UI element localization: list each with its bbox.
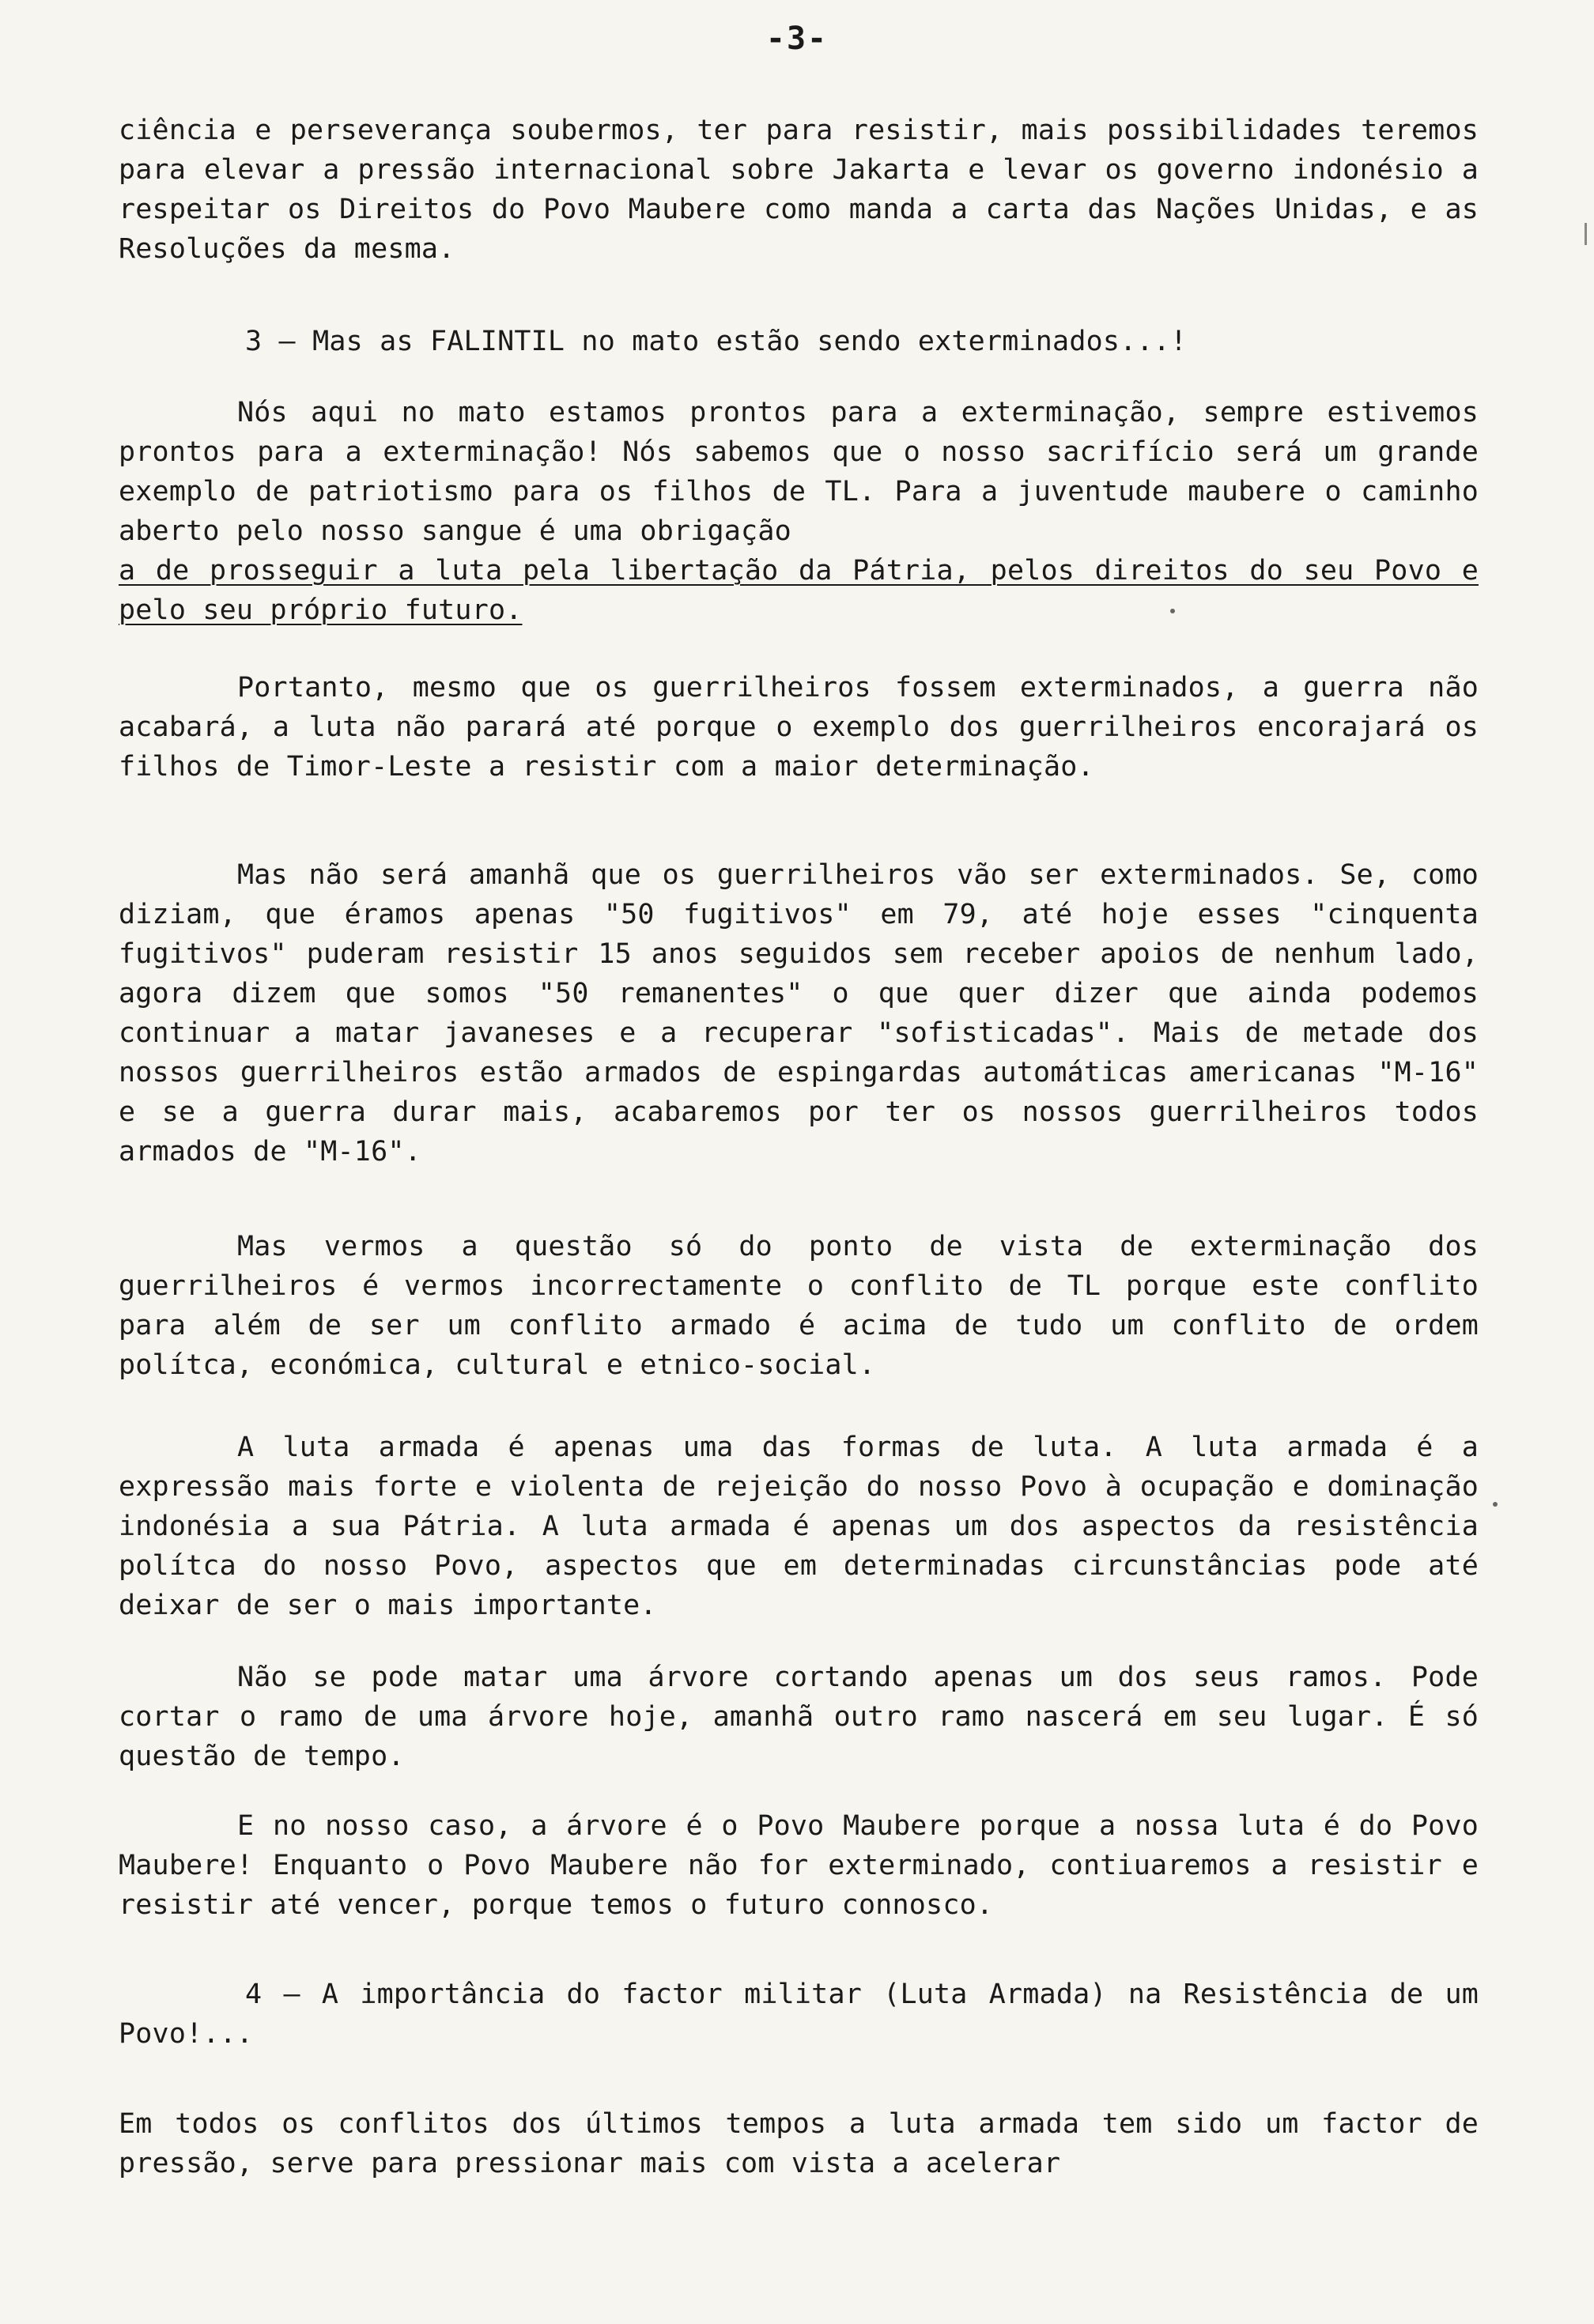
scan-speck xyxy=(1170,609,1175,613)
paragraph-text: E no nosso caso, a árvore é o Povo Maubere porque a nossa luta é do Povo Maubere! Enquanto o Povo Maubere não for exterminado, contiuaremos a resistir e resistir até vencer, porque temos o futuro connosco. xyxy=(119,1810,1479,1921)
heading-text: 3 – Mas as FALINTIL no mato estão sendo exterminados...! xyxy=(245,326,1188,357)
paragraph-arvore xyxy=(119,1658,1479,1776)
paragraph-text: A luta armada é apenas uma das formas de luta. A luta armada é a expressão mais forte e violenta de rejeição do nosso Povo à ocupação e dominação indonésia a sua Pátria. A luta armada é apenas um dos aspectos da resistência polítca do nosso Povo, aspectos que em determinadas circunstâncias pode até deixar de ser o mais importante. xyxy=(119,1432,1479,1621)
paragraph-continuation xyxy=(119,111,1479,269)
paragraph-mas-nao-sera xyxy=(119,855,1479,1171)
section-heading-4 xyxy=(119,1975,1479,2054)
underlined-passage: a de prosseguir a luta pela libertação da Pátria, pelos direitos do seu Povo e pelo seu próprio futuro. xyxy=(119,555,1479,626)
margin-mark xyxy=(1585,223,1587,245)
paragraph-povo-maubere xyxy=(119,1806,1479,1925)
page-number: -3- xyxy=(765,21,829,57)
paragraph-conflitos xyxy=(119,2104,1479,2183)
paragraph-text: Mas não será amanhã que os guerrilheiros vão ser exterminados. Se, como diziam, que éramos apenas "50 fugitivos" em 79, até hoje esses "cinquenta fugitivos" puderam resistir 15 anos seguidos sem receber apoios de nenhum lado, agora dizem que somos "50 remanentes" o que quer dizer que ainda podemos continuar a matar javaneses e a recuperar "sofisticadas". Mais de metade dos nossos guerrilheiros estão armados de espingardas automáticas americanas "M-16" e se a guerra durar mais, acabaremos por ter os nossos guerrilheiros todos armados de "M-16". xyxy=(119,859,1479,1168)
paragraph-text: Nós aqui no mato estamos prontos para a exterminação, sempre estivemos prontos para a exterminação! Nós sabemos que o nosso sacrifício será um grande exemplo de patriotismo para os filhos de TL. Para a juventude maubere o caminho aberto pelo nosso sangue é uma obrigação xyxy=(119,397,1479,547)
paragraph-text: Mas vermos a questão só do ponto de vista de exterminação dos guerrilheiros é vermos incorrectamente o conflito de TL porque este conflito para além de ser um conflito armado é acima de tudo um conflito de ordem polítca, económica, cultural e etnico-social. xyxy=(119,1231,1479,1381)
scan-speck xyxy=(1493,1502,1498,1507)
heading-text: 4 – A importância do factor militar (Luta Armada) na Resistência de um Povo!... xyxy=(119,1979,1479,2050)
section-heading-3 xyxy=(119,322,1479,361)
paragraph-extermination xyxy=(119,393,1479,630)
paragraph-text: ciência e perseverança soubermos, ter para resistir, mais possibilidades teremos para elevar a pressão internacional sobre Jakarta e levar os governo indonésio a respeitar os Direitos do Povo Maubere como manda a carta das Nações Unidas, e as Resoluções da mesma. xyxy=(119,115,1479,265)
paragraph-text: Não se pode matar uma árvore cortando apenas um dos seus ramos. Pode cortar o ramo de uma árvore hoje, amanhã outro ramo nascerá em seu lugar. É só questão de tempo. xyxy=(119,1662,1479,1772)
paragraph-mas-vermos xyxy=(119,1227,1479,1385)
paragraph-text: Portanto, mesmo que os guerrilheiros fossem exterminados, a guerra não acabará, a luta não parará até porque o exemplo dos guerrilheiros encorajará os filhos de Timor-Leste a resistir com a maior determinação. xyxy=(119,672,1479,783)
paragraph-luta-armada xyxy=(119,1428,1479,1625)
paragraph-portanto xyxy=(119,668,1479,787)
paragraph-text: Em todos os conflitos dos últimos tempos a luta armada tem sido um factor de pressão, serve para pressionar mais com vista a acelerar xyxy=(119,2108,1479,2179)
